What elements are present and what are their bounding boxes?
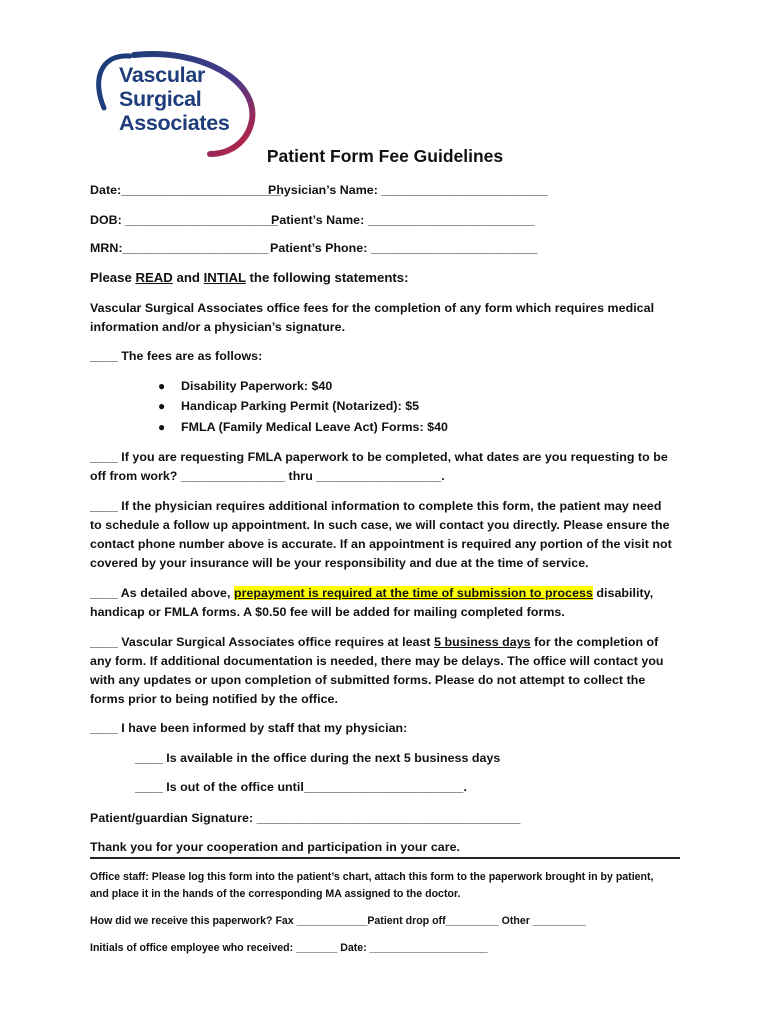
available-option[interactable]: ____ Is available in the office during the next 5 business days: [135, 751, 501, 765]
logo-line-2: Surgical: [119, 87, 202, 111]
business-line-4: forms prior to being notified by the office.: [90, 692, 338, 706]
out-of-office-option[interactable]: ____ Is out of the office until_______________________.: [135, 780, 467, 794]
bullet-icon: ●: [158, 399, 166, 413]
followup-line-2: to schedule a follow up appointment. In such case, we will contact you directly. Please ensure the: [90, 518, 670, 532]
patient-phone-field[interactable]: Patient’s Phone: ________________________: [270, 241, 538, 255]
physician-name-field[interactable]: Physician’s Name: ________________________: [268, 183, 548, 197]
instruction-line: [90, 270, 409, 285]
dob-field[interactable]: DOB: ______________________: [90, 213, 279, 227]
instruction-and: and: [172, 270, 204, 285]
business-line-2: any form. If additional documentation is needed, there may be delays. The office will contact you: [90, 654, 664, 668]
prepay-line-1: [90, 586, 653, 600]
business-post: for the completion of: [530, 635, 659, 649]
fmla-line-1: ____ If you are requesting FMLA paperwork to be completed, what dates are you requesting to be: [90, 450, 668, 464]
section-divider: [90, 857, 680, 859]
fees-heading: ____ The fees are as follows:: [90, 349, 263, 363]
business-line-1: [90, 635, 658, 649]
followup-line-4: covered by your insurance will be your responsibility and due at the time of service.: [90, 556, 589, 570]
prepay-pre: ____ As detailed above,: [90, 586, 234, 600]
intro-line-1: Vascular Surgical Associates office fees for the completion of any form which requires medical: [90, 301, 655, 315]
patient-name-field[interactable]: Patient’s Name: ________________________: [271, 213, 535, 227]
received-method-field[interactable]: How did we receive this paperwork? Fax ____________Patient drop off_________ Other _________: [90, 915, 586, 927]
prepay-post: disability,: [592, 586, 654, 600]
fee-item-disability: Disability Paperwork: $40: [181, 379, 333, 393]
page-title: Patient Form Fee Guidelines: [266, 146, 504, 166]
signature-field[interactable]: Patient/guardian Signature: ______________________________________: [90, 811, 521, 825]
thank-you-note: Thank you for your cooperation and participation in your care.: [90, 840, 461, 854]
followup-line-3: contact phone number above is accurate. If an appointment is required any portion of the visit not: [90, 537, 672, 551]
staff-note-line-2: and place it in the hands of the corresponding MA assigned to the doctor.: [90, 888, 461, 900]
logo-line-3: Associates: [119, 111, 230, 135]
date-field[interactable]: Date:_______________________: [90, 183, 281, 197]
informed-statement: ____ I have been informed by staff that my physician:: [90, 721, 408, 735]
followup-line-1: ____ If the physician requires additional information to complete this form, the patient may need: [90, 499, 662, 513]
prepay-highlight: prepayment is required at the time of submission to process: [234, 586, 593, 600]
mrn-field[interactable]: MRN:_____________________: [90, 241, 269, 255]
instruction-pre: Please: [90, 270, 136, 285]
logo-line-1: Vascular: [119, 63, 206, 87]
initials-date-field[interactable]: Initials of office employee who received: _______ Date: ____________________: [90, 942, 488, 954]
bullet-icon: ●: [158, 379, 166, 393]
instruction-read: READ: [135, 270, 173, 285]
intro-line-2: information and/or a physician’s signature.: [90, 320, 346, 334]
bullet-icon: ●: [158, 420, 166, 434]
fee-item-handicap: Handicap Parking Permit (Notarized): $5: [181, 399, 420, 413]
business-days: 5 business days: [434, 635, 531, 649]
prepay-line-2: handicap or FMLA forms. A $0.50 fee will be added for mailing completed forms.: [90, 605, 565, 619]
business-line-3: with any updates or upon completion of submitted forms. Please do not attempt to collect the: [90, 673, 646, 687]
instruction-initial: INTIAL: [203, 270, 246, 285]
fmla-line-2: off from work? _______________ thru __________________.: [90, 469, 445, 483]
staff-note-line-1: Office staff: Please log this form into the patient’s chart, attach this form to the paperwork brought in by patient,: [90, 871, 654, 883]
instruction-post: the following statements:: [245, 270, 409, 285]
fee-item-fmla: FMLA (Family Medical Leave Act) Forms: $40: [181, 420, 448, 434]
business-pre: ____ Vascular Surgical Associates office requires at least: [90, 635, 435, 649]
